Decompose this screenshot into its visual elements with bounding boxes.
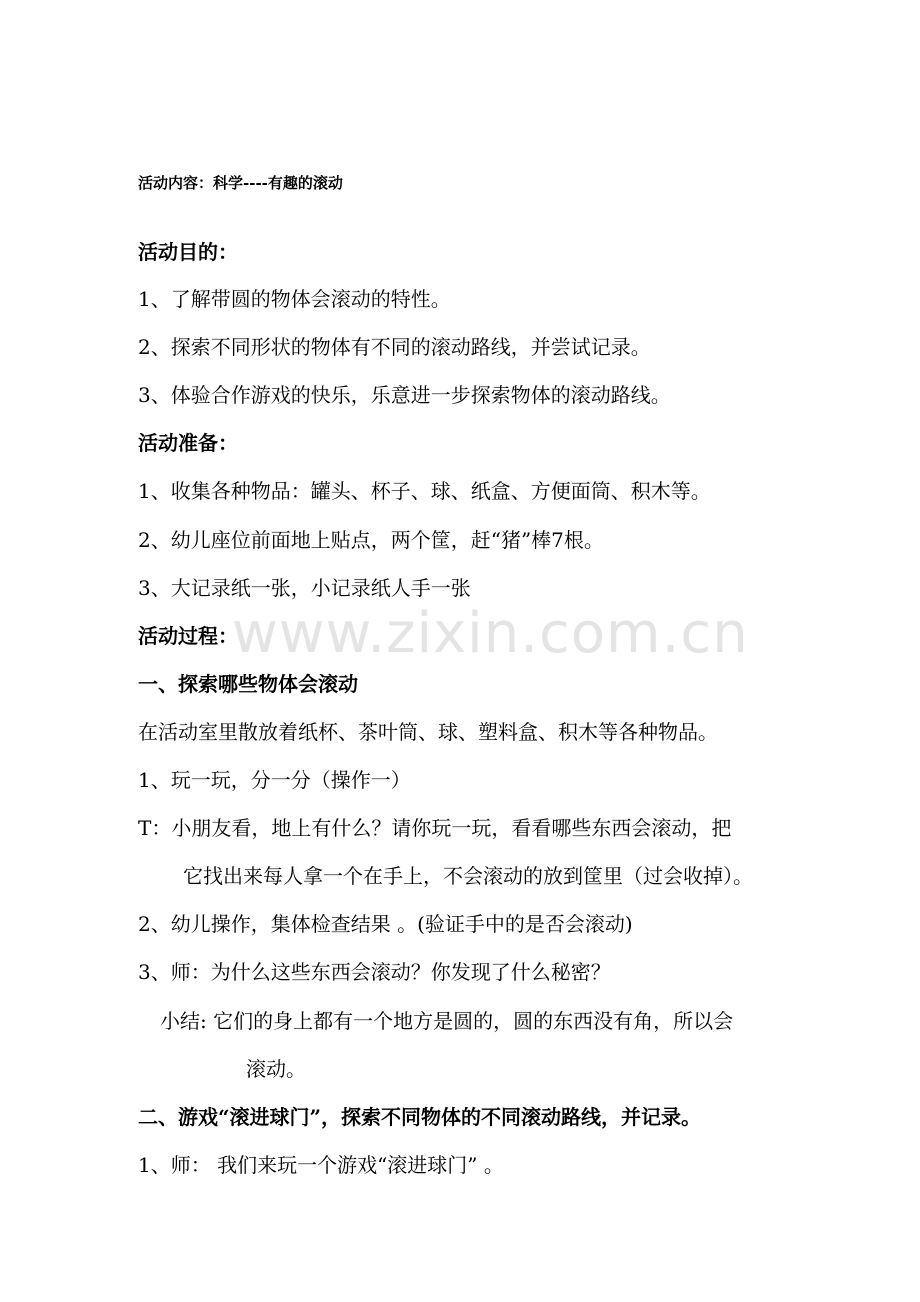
section1-step2: 2、幼儿操作，集体检查结果 。(验证手中的是否会滚动) [138,912,633,936]
teacher-line-1: T：小朋友看，地上有什么？请你玩一玩，看看哪些东西会滚动，把 [138,816,732,840]
prep-item-2: 2、幼儿座位前面地上贴点，两个筐，赶“猪”棒7根。 [138,528,604,552]
goal-item-1: 1、了解带圆的物体会滚动的特性。 [138,287,451,311]
prep-item-3: 3、大记录纸一张，小记录纸人手一张 [138,576,471,600]
watermark-text: www.zixin.com.cn [232,601,749,666]
section2-heading: 二、游戏“滚进球门”，探索不同物体的不同滚动路线，并记录。 [138,1105,702,1129]
section1-heading: 一、探索哪些物体会滚动 [138,672,358,696]
section1-intro: 在活动室里散放着纸杯、茶叶筒、球、塑料盒、积木等各种物品。 [138,720,718,744]
goal-heading: 活动目的： [138,240,238,264]
teacher-line-2: 它找出来每人拿一个在手上，不会滚动的放到筐里（过会收掉）。 [183,864,753,888]
prep-item-1: 1、收集各种物品：罐头、杯子、球、纸盒、方便面筒、积木等。 [138,479,711,503]
prep-heading: 活动准备： [138,431,238,455]
goal-item-2: 2、探索不同形状的物体有不同的滚动路线，并尝试记录。 [138,335,651,359]
goal-item-3: 3、体验合作游戏的快乐，乐意进一步探索物体的滚动路线。 [138,383,671,407]
process-heading: 活动过程： [138,624,238,648]
summary-line-1: 小结: 它们的身上都有一个地方是圆的，圆的东西没有角，所以会 [160,1009,734,1033]
activity-content-title: 活动内容：科学----有趣的滚动 [138,174,343,192]
summary-line-2: 滚动。 [246,1057,306,1081]
section1-step1: 1、玩一玩，分一分（操作一） [138,768,411,792]
section2-step1: 1、师： 我们来玩一个游戏“滚进球门” 。 [138,1153,504,1177]
section1-step3: 3、师：为什么这些东西会滚动？你发现了什么秘密？ [138,960,611,984]
